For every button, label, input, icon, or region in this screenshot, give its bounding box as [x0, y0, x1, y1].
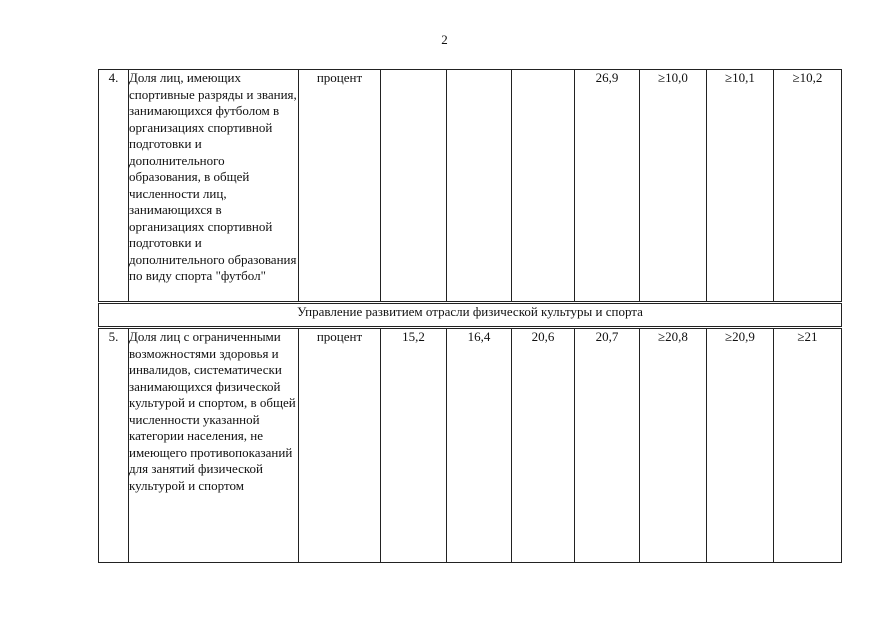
section-row: [99, 303, 842, 328]
unit-cell: процент: [299, 70, 381, 303]
page-number: 2: [441, 32, 448, 47]
value-cell: [447, 70, 512, 303]
value-cell: 15,2: [381, 328, 447, 563]
value-cell: 20,7: [575, 328, 640, 563]
table-row: [99, 328, 842, 563]
value-cell: [381, 70, 447, 303]
indicator-name: Доля лиц, имеющих спортивные разряды и звания, занимающихся футболом в организациях спортивной подготовки и дополнительного образования, в общей численности лиц, занимающихся в организациях спортивной подготовки и дополнительного образования по виду спорта "футбол": [129, 70, 299, 303]
row-number: 5.: [99, 328, 129, 563]
section-header: Управление развитием отрасли физической культуры и спорта: [99, 303, 842, 328]
value-cell: 16,4: [447, 328, 512, 563]
table-row: [99, 70, 842, 303]
row-number: 4.: [99, 70, 129, 303]
indicator-name: Доля лиц с ограниченными возможностями здоровья и инвалидов, систематически занимающихся физической культурой и спортом, в общей численности указанной категории населения, не имеющего противопоказаний для занятий физической культурой и спортом: [129, 328, 299, 563]
value-cell: ≥20,9: [707, 328, 774, 563]
unit-cell: процент: [299, 328, 381, 563]
value-cell: ≥20,8: [640, 328, 707, 563]
value-cell: ≥10,0: [640, 70, 707, 303]
value-cell: 26,9: [575, 70, 640, 303]
value-cell: ≥10,1: [707, 70, 774, 303]
value-cell: ≥10,2: [774, 70, 842, 303]
value-cell: [512, 70, 575, 303]
indicators-table: [98, 69, 842, 563]
value-cell: 20,6: [512, 328, 575, 563]
value-cell: ≥21: [774, 328, 842, 563]
